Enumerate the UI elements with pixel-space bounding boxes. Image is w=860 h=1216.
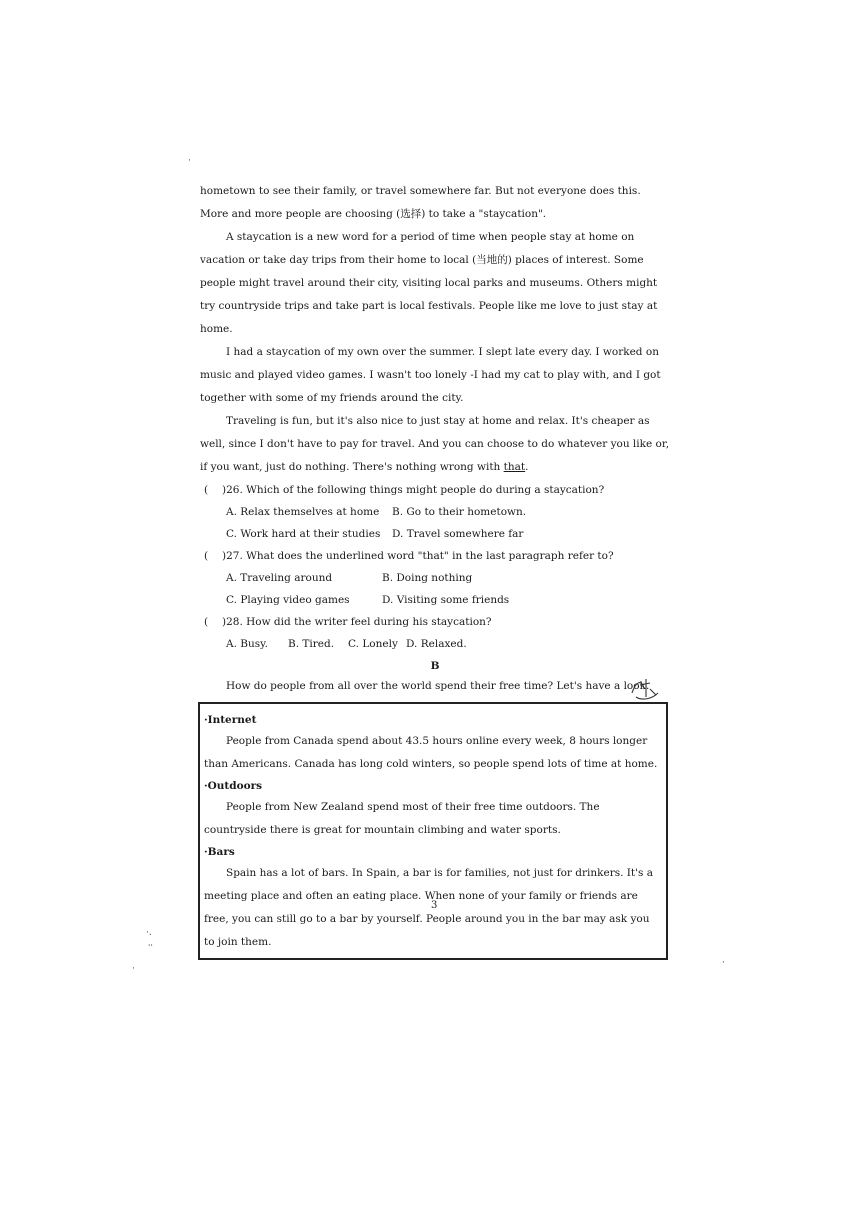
option-c[interactable]: C. Lonely	[348, 638, 398, 650]
scan-speck: ·	[722, 958, 725, 968]
answer-bracket[interactable]: (	[204, 550, 209, 562]
question-27	[200, 545, 670, 567]
page-number: 3	[431, 900, 438, 911]
scan-speck: ·.	[146, 928, 152, 938]
scan-speck: ·	[188, 156, 191, 166]
passage-a-paragraph-4	[200, 410, 670, 479]
question-27-options-row-1	[200, 567, 670, 589]
intro-text: How do people from all over the world spend their free time? Let's have a look.	[226, 680, 650, 692]
box-heading-internet: ·Internet	[204, 714, 257, 726]
option-b[interactable]: B. Go to their hometown.	[392, 506, 527, 518]
option-c[interactable]: C. Playing video games	[226, 594, 350, 606]
section-b-intro	[226, 675, 670, 698]
exam-page	[200, 180, 670, 960]
question-text: )28. How did the writer feel during his staycation?	[222, 616, 492, 628]
passage-a-paragraph-3: I had a staycation of my own over the summer. I slept late every day. I worked on music and played video games. I wasn't too lonely -I had my cat to play with, and I got together with some of my friends around the city.	[200, 346, 661, 404]
paragraph-4-text: Traveling is fun, but it's also nice to just stay at home and relax. It's cheaper as well, since I don't have to pay for travel. And you can choose to do whatever you like or, if you want, just do nothing. There's nothing wrong with	[200, 415, 670, 473]
option-d[interactable]: D. Relaxed.	[406, 638, 467, 650]
answer-bracket[interactable]: (	[204, 616, 209, 628]
section-b-label: B	[430, 660, 440, 672]
box-body-internet: People from Canada spend about 43.5 hours online every week, 8 hours longer than Americans. Canada has long cold winters, so people spend lots of time at home.	[204, 735, 658, 770]
option-b[interactable]: B. Doing nothing	[382, 572, 473, 584]
option-a[interactable]: A. Traveling around	[226, 572, 333, 584]
option-c[interactable]: C. Work hard at their studies	[226, 528, 381, 540]
answer-bracket[interactable]: (	[204, 484, 209, 496]
scan-speck: ⸱⸱	[148, 941, 153, 951]
passage-a-paragraph-2: A staycation is a new word for a period of time when people stay at home on vacation or take day trips from their home to local (当地的) places of interest. Some people might travel around their city, visiting local parks and museums. Others might try countryside trips and take part is local festivals. People like me love to just stay at home.	[200, 231, 658, 335]
question-28	[200, 611, 670, 633]
paragraph-4-end: .	[525, 461, 529, 473]
box-body-outdoors: People from New Zealand spend most of their free time outdoors. The countryside there is great for mountain climbing and water sports.	[204, 801, 600, 836]
scan-speck: ·	[132, 964, 135, 974]
option-d[interactable]: D. Visiting some friends	[382, 594, 510, 606]
question-26	[200, 479, 670, 501]
question-text: )26. Which of the following things might people do during a staycation?	[222, 484, 605, 496]
question-27-options-row-2	[200, 589, 670, 611]
option-b[interactable]: B. Tired.	[288, 638, 335, 650]
option-d[interactable]: D. Travel somewhere far	[392, 528, 524, 540]
handwritten-mark-icon	[626, 675, 662, 703]
box-body-bars: Spain has a lot of bars. In Spain, a bar is for families, not just for drinkers. It's a meeting place and often an eating place. When none of your family or friends are free, you can still go to a bar by yourself. People around you in the bar may ask you to join them.	[204, 867, 654, 948]
question-text: )27. What does the underlined word "that" in the last paragraph refer to?	[222, 550, 614, 562]
question-26-options-row-2	[200, 523, 670, 545]
question-28-options	[200, 633, 670, 655]
option-a[interactable]: A. Busy.	[226, 638, 268, 650]
box-heading-outdoors: ·Outdoors	[204, 780, 263, 792]
box-heading-bars: ·Bars	[204, 846, 235, 858]
option-a[interactable]: A. Relax themselves at home	[226, 506, 380, 518]
question-26-options-row-1	[200, 501, 670, 523]
free-time-box	[198, 702, 668, 960]
underlined-word-that: that	[503, 461, 526, 473]
passage-a-paragraph-1: hometown to see their family, or travel somewhere far. But not everyone does this. More and more people are choosing (选择) to take a "staycation".	[200, 185, 641, 220]
